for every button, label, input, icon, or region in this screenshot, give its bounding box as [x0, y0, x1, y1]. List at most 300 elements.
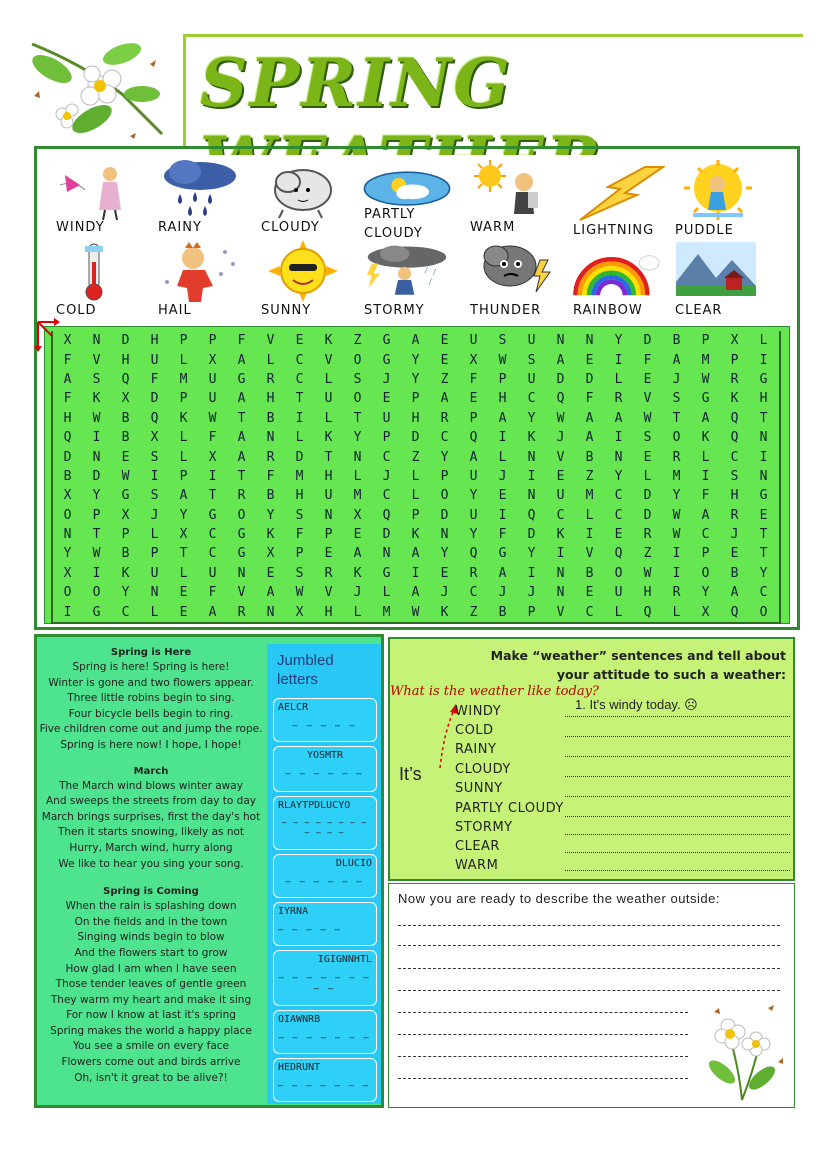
- wordsearch-letter[interactable]: V: [237, 585, 246, 601]
- wordsearch-letter[interactable]: Y: [440, 546, 449, 562]
- wordsearch-letter[interactable]: I: [498, 507, 507, 523]
- wordsearch-letter[interactable]: Y: [411, 352, 420, 368]
- wordsearch-letter[interactable]: I: [672, 565, 681, 581]
- wordsearch-letter[interactable]: P: [179, 468, 188, 484]
- answer-blank[interactable]: _ _ _ _ _: [278, 920, 343, 931]
- wordsearch-letter[interactable]: R: [237, 604, 246, 620]
- wordsearch-letter[interactable]: A: [730, 585, 739, 601]
- wordsearch-letter[interactable]: U: [469, 507, 478, 523]
- writing-line[interactable]: [398, 1078, 688, 1079]
- wordsearch-letter[interactable]: U: [382, 410, 391, 426]
- wordsearch-letter[interactable]: V: [324, 352, 333, 368]
- wordsearch-letter[interactable]: S: [92, 371, 101, 387]
- wordsearch-letter[interactable]: D: [643, 507, 652, 523]
- wordsearch-letter[interactable]: N: [92, 449, 101, 465]
- wordsearch-letter[interactable]: X: [63, 565, 72, 581]
- wordsearch-letter[interactable]: C: [585, 604, 594, 620]
- wordsearch-letter[interactable]: K: [92, 391, 101, 407]
- wordsearch-letter[interactable]: K: [324, 430, 333, 446]
- wordsearch-letter[interactable]: T: [324, 449, 333, 465]
- wordsearch-letter[interactable]: Y: [701, 585, 710, 601]
- wordsearch-letter[interactable]: G: [382, 565, 391, 581]
- wordsearch-letter[interactable]: T: [759, 527, 768, 543]
- wordsearch-letter[interactable]: D: [585, 371, 594, 387]
- wordsearch-letter[interactable]: C: [208, 527, 217, 543]
- wordsearch-letter[interactable]: Z: [643, 546, 652, 562]
- wordsearch-letter[interactable]: D: [121, 333, 130, 349]
- wordsearch-letter[interactable]: A: [411, 585, 420, 601]
- wordsearch-letter[interactable]: B: [585, 449, 594, 465]
- wordsearch-letter[interactable]: D: [382, 527, 391, 543]
- wordsearch-letter[interactable]: N: [585, 333, 594, 349]
- wordsearch-letter[interactable]: A: [498, 565, 507, 581]
- wordsearch-letter[interactable]: N: [556, 333, 565, 349]
- wordsearch-letter[interactable]: R: [469, 565, 478, 581]
- wordsearch-letter[interactable]: H: [324, 604, 333, 620]
- wordsearch-letter[interactable]: L: [353, 604, 362, 620]
- wordsearch-letter[interactable]: Y: [527, 410, 536, 426]
- wordsearch-letter[interactable]: O: [353, 352, 362, 368]
- wordsearch-letter[interactable]: C: [701, 527, 710, 543]
- wordsearch-letter[interactable]: T: [759, 546, 768, 562]
- wordsearch-letter[interactable]: O: [672, 430, 681, 446]
- wordsearch-letter[interactable]: P: [498, 371, 507, 387]
- wordsearch-letter[interactable]: U: [150, 352, 159, 368]
- wordsearch-letter[interactable]: T: [759, 410, 768, 426]
- wordsearch-letter[interactable]: M: [295, 468, 304, 484]
- answer-line[interactable]: [565, 834, 790, 835]
- wordsearch-letter[interactable]: M: [353, 488, 362, 504]
- wordsearch-letter[interactable]: A: [179, 488, 188, 504]
- wordsearch-letter[interactable]: I: [208, 468, 217, 484]
- jumbled-item[interactable]: [273, 698, 377, 742]
- answer-blank[interactable]: _ _ _ _ _ _: [285, 764, 365, 775]
- wordsearch-letter[interactable]: U: [324, 391, 333, 407]
- wordsearch-letter[interactable]: W: [295, 585, 304, 601]
- wordsearch-letter[interactable]: A: [556, 352, 565, 368]
- answer-line[interactable]: [565, 716, 790, 717]
- wordsearch-letter[interactable]: G: [237, 527, 246, 543]
- wordsearch-letter[interactable]: X: [208, 449, 217, 465]
- writing-line[interactable]: [398, 968, 780, 969]
- wordsearch-letter[interactable]: M: [672, 468, 681, 484]
- wordsearch-letter[interactable]: R: [643, 527, 652, 543]
- wordsearch-letter[interactable]: A: [411, 546, 420, 562]
- wordsearch-letter[interactable]: C: [614, 507, 623, 523]
- wordsearch-letter[interactable]: U: [324, 488, 333, 504]
- wordsearch-letter[interactable]: W: [672, 527, 681, 543]
- wordsearch-letter[interactable]: E: [585, 585, 594, 601]
- writing-line[interactable]: [398, 1012, 688, 1013]
- wordsearch-letter[interactable]: J: [498, 585, 507, 601]
- wordsearch-letter[interactable]: Y: [614, 468, 623, 484]
- wordsearch-letter[interactable]: N: [92, 333, 101, 349]
- wordsearch-letter[interactable]: E: [295, 333, 304, 349]
- wordsearch-letter[interactable]: B: [121, 430, 130, 446]
- wordsearch-letter[interactable]: T: [237, 410, 246, 426]
- wordsearch-letter[interactable]: A: [237, 352, 246, 368]
- wordsearch-letter[interactable]: D: [556, 371, 565, 387]
- wordsearch-letter[interactable]: Y: [63, 546, 72, 562]
- wordsearch-letter[interactable]: L: [411, 468, 420, 484]
- wordsearch-letter[interactable]: P: [730, 352, 739, 368]
- wordsearch-letter[interactable]: B: [498, 604, 507, 620]
- wordsearch-letter[interactable]: G: [382, 333, 391, 349]
- wordsearch-letter[interactable]: U: [614, 585, 623, 601]
- wordsearch-letter[interactable]: J: [498, 468, 507, 484]
- wordsearch-letter[interactable]: J: [382, 468, 391, 484]
- wordsearch-letter[interactable]: F: [237, 333, 246, 349]
- wordsearch-letter[interactable]: L: [585, 507, 594, 523]
- wordsearch-letter[interactable]: Z: [469, 604, 478, 620]
- wordsearch-letter[interactable]: Y: [353, 430, 362, 446]
- wordsearch-letter[interactable]: E: [440, 565, 449, 581]
- wordsearch-letter[interactable]: N: [759, 468, 768, 484]
- wordsearch-letter[interactable]: H: [324, 468, 333, 484]
- wordsearch-letter[interactable]: H: [730, 488, 739, 504]
- wordsearch-letter[interactable]: J: [382, 371, 391, 387]
- wordsearch-letter[interactable]: L: [643, 468, 652, 484]
- wordsearch-letter[interactable]: G: [121, 488, 130, 504]
- wordsearch-letter[interactable]: K: [324, 333, 333, 349]
- wordsearch-letter[interactable]: G: [208, 507, 217, 523]
- wordsearch-letter[interactable]: N: [759, 430, 768, 446]
- wordsearch-letter[interactable]: X: [469, 352, 478, 368]
- wordsearch-letter[interactable]: D: [295, 449, 304, 465]
- wordsearch-letter[interactable]: H: [498, 391, 507, 407]
- wordsearch-letter[interactable]: I: [614, 352, 623, 368]
- wordsearch-letter[interactable]: A: [411, 333, 420, 349]
- wordsearch-letter[interactable]: F: [208, 430, 217, 446]
- wordsearch-letter[interactable]: K: [179, 410, 188, 426]
- wordsearch-letter[interactable]: J: [440, 585, 449, 601]
- wordsearch-letter[interactable]: O: [440, 488, 449, 504]
- wordsearch-letter[interactable]: N: [63, 527, 72, 543]
- wordsearch-letter[interactable]: D: [643, 333, 652, 349]
- wordsearch-letter[interactable]: L: [614, 604, 623, 620]
- wordsearch-letter[interactable]: B: [121, 546, 130, 562]
- wordsearch-letter[interactable]: Y: [92, 488, 101, 504]
- wordsearch-letter[interactable]: G: [759, 371, 768, 387]
- wordsearch-letter[interactable]: L: [498, 449, 507, 465]
- wordsearch-letter[interactable]: I: [92, 565, 101, 581]
- wordsearch-letter[interactable]: D: [643, 488, 652, 504]
- wordsearch-letter[interactable]: O: [353, 391, 362, 407]
- wordsearch-letter[interactable]: F: [643, 352, 652, 368]
- wordsearch-letter[interactable]: L: [382, 585, 391, 601]
- wordsearch-letter[interactable]: S: [150, 449, 159, 465]
- wordsearch-letter[interactable]: G: [237, 546, 246, 562]
- wordsearch-letter[interactable]: B: [266, 410, 275, 426]
- wordsearch-letter[interactable]: B: [730, 565, 739, 581]
- wordsearch-letter[interactable]: I: [759, 449, 768, 465]
- wordsearch-letter[interactable]: M: [701, 352, 710, 368]
- wordsearch-letter[interactable]: Y: [179, 507, 188, 523]
- wordsearch-letter[interactable]: I: [63, 604, 72, 620]
- wordsearch-letter[interactable]: P: [150, 546, 159, 562]
- wordsearch-letter[interactable]: X: [701, 604, 710, 620]
- wordsearch-letter[interactable]: F: [266, 468, 275, 484]
- wordsearch-letter[interactable]: U: [469, 468, 478, 484]
- wordsearch-letter[interactable]: E: [179, 604, 188, 620]
- wordsearch-letter[interactable]: P: [469, 410, 478, 426]
- wordsearch-letter[interactable]: Y: [527, 546, 536, 562]
- wordsearch-letter[interactable]: Q: [614, 546, 623, 562]
- wordsearch-letter[interactable]: Y: [266, 507, 275, 523]
- wordsearch-letter[interactable]: Y: [759, 565, 768, 581]
- wordsearch-letter[interactable]: S: [295, 507, 304, 523]
- wordsearch-letter[interactable]: Q: [469, 546, 478, 562]
- wordsearch-letter[interactable]: G: [701, 391, 710, 407]
- wordsearch-letter[interactable]: U: [527, 371, 536, 387]
- wordsearch-letter[interactable]: A: [266, 585, 275, 601]
- wordsearch-letter[interactable]: U: [556, 488, 565, 504]
- wordsearch-letter[interactable]: R: [672, 449, 681, 465]
- wordsearch-letter[interactable]: F: [701, 488, 710, 504]
- wordsearch-letter[interactable]: C: [295, 371, 304, 387]
- answer-blank[interactable]: _ _ _ _ _ _ _: [278, 1076, 372, 1087]
- wordsearch-letter[interactable]: I: [672, 546, 681, 562]
- writing-line[interactable]: [398, 925, 780, 926]
- wordsearch-letter[interactable]: R: [730, 371, 739, 387]
- answer-line[interactable]: [565, 870, 790, 871]
- wordsearch-letter[interactable]: Z: [411, 449, 420, 465]
- wordsearch-letter[interactable]: E: [498, 488, 507, 504]
- wordsearch-letter[interactable]: R: [440, 410, 449, 426]
- wordsearch-letter[interactable]: T: [208, 488, 217, 504]
- wordsearch-letter[interactable]: W: [643, 410, 652, 426]
- wordsearch-letter[interactable]: J: [556, 430, 565, 446]
- wordsearch-letter[interactable]: Z: [585, 468, 594, 484]
- wordsearch-letter[interactable]: A: [614, 410, 623, 426]
- wordsearch-letter[interactable]: B: [585, 565, 594, 581]
- answer-line[interactable]: [565, 736, 790, 737]
- wordsearch-letter[interactable]: Q: [556, 391, 565, 407]
- wordsearch-letter[interactable]: K: [353, 565, 362, 581]
- wordsearch-letter[interactable]: P: [382, 430, 391, 446]
- wordsearch-letter[interactable]: L: [759, 333, 768, 349]
- wordsearch-letter[interactable]: R: [266, 371, 275, 387]
- wordsearch-letter[interactable]: Q: [382, 507, 391, 523]
- wordsearch-letter[interactable]: C: [382, 449, 391, 465]
- wordsearch-letter[interactable]: O: [759, 604, 768, 620]
- answer-line[interactable]: [565, 776, 790, 777]
- wordsearch-letter[interactable]: S: [295, 565, 304, 581]
- answer-blank[interactable]: _ _ _ _ _ _ _ _ _ _ _ _: [281, 814, 369, 834]
- wordsearch-letter[interactable]: N: [382, 546, 391, 562]
- wordsearch-letter[interactable]: C: [527, 391, 536, 407]
- wordsearch-letter[interactable]: N: [353, 449, 362, 465]
- jumbled-item[interactable]: [273, 1058, 377, 1102]
- wordsearch-letter[interactable]: I: [701, 468, 710, 484]
- wordsearch-letter[interactable]: L: [324, 410, 333, 426]
- wordsearch-letter[interactable]: X: [150, 430, 159, 446]
- wordsearch-letter[interactable]: D: [92, 468, 101, 484]
- wordsearch-letter[interactable]: Y: [469, 527, 478, 543]
- writing-line[interactable]: [398, 945, 780, 946]
- wordsearch-letter[interactable]: K: [730, 391, 739, 407]
- wordsearch-letter[interactable]: K: [556, 527, 565, 543]
- answer-blank[interactable]: _ _ _ _ _: [292, 716, 358, 727]
- wordsearch-letter[interactable]: D: [150, 391, 159, 407]
- wordsearch-letter[interactable]: N: [527, 488, 536, 504]
- jumbled-item[interactable]: [273, 1010, 377, 1054]
- wordsearch-letter[interactable]: A: [469, 449, 478, 465]
- wordsearch-letter[interactable]: E: [179, 585, 188, 601]
- wordsearch-letter[interactable]: C: [469, 585, 478, 601]
- wordsearch-letter[interactable]: N: [324, 507, 333, 523]
- wordsearch-letter[interactable]: D: [440, 507, 449, 523]
- wordsearch-letter[interactable]: L: [266, 352, 275, 368]
- wordsearch-letter[interactable]: F: [295, 527, 304, 543]
- wordsearch-letter[interactable]: W: [556, 410, 565, 426]
- writing-line[interactable]: [398, 1056, 688, 1057]
- wordsearch-letter[interactable]: H: [63, 410, 72, 426]
- jumbled-item[interactable]: [273, 796, 377, 850]
- wordsearch-letter[interactable]: U: [208, 565, 217, 581]
- wordsearch-letter[interactable]: X: [63, 333, 72, 349]
- wordsearch-letter[interactable]: A: [237, 430, 246, 446]
- wordsearch-letter[interactable]: P: [179, 333, 188, 349]
- wordsearch-letter[interactable]: K: [266, 527, 275, 543]
- wordsearch-letter[interactable]: T: [672, 410, 681, 426]
- wordsearch-letter[interactable]: X: [121, 507, 130, 523]
- wordsearch-letter[interactable]: S: [498, 333, 507, 349]
- wordsearch-letter[interactable]: U: [469, 333, 478, 349]
- wordsearch-letter[interactable]: J: [353, 585, 362, 601]
- wordsearch-letter[interactable]: Y: [672, 488, 681, 504]
- wordsearch-letter[interactable]: Y: [440, 449, 449, 465]
- wordsearch-letter[interactable]: E: [730, 546, 739, 562]
- wordsearch-letter[interactable]: J: [150, 507, 159, 523]
- wordsearch-letter[interactable]: M: [585, 488, 594, 504]
- wordsearch-letter[interactable]: I: [92, 430, 101, 446]
- answer-blank[interactable]: _ _ _ _ _ _ _ _ _: [278, 968, 372, 990]
- wordsearch-letter[interactable]: O: [63, 585, 72, 601]
- wordsearch-letter[interactable]: F: [208, 585, 217, 601]
- wordsearch-letter[interactable]: X: [266, 546, 275, 562]
- wordsearch-letter[interactable]: L: [614, 371, 623, 387]
- wordsearch-letter[interactable]: E: [382, 391, 391, 407]
- wordsearch-letter[interactable]: E: [556, 468, 565, 484]
- wordsearch-letter[interactable]: X: [179, 527, 188, 543]
- wordsearch-letter[interactable]: C: [295, 352, 304, 368]
- wordsearch-letter[interactable]: Y: [614, 333, 623, 349]
- wordsearch-letter[interactable]: B: [121, 410, 130, 426]
- wordsearch-letter[interactable]: P: [701, 333, 710, 349]
- wordsearch-letter[interactable]: H: [266, 391, 275, 407]
- wordsearch-letter[interactable]: E: [440, 333, 449, 349]
- wordsearch-letter[interactable]: S: [527, 352, 536, 368]
- wordsearch-letter[interactable]: W: [411, 604, 420, 620]
- wordsearch-letter[interactable]: V: [266, 333, 275, 349]
- wordsearch-letter[interactable]: C: [614, 488, 623, 504]
- wordsearch-letter[interactable]: X: [121, 391, 130, 407]
- wordsearch-letter[interactable]: E: [643, 371, 652, 387]
- wordsearch-letter[interactable]: R: [614, 391, 623, 407]
- answer-blank[interactable]: _ _ _ _ _ _ _: [278, 1028, 372, 1039]
- wordsearch-letter[interactable]: G: [382, 352, 391, 368]
- wordsearch-letter[interactable]: Q: [527, 507, 536, 523]
- wordsearch-letter[interactable]: V: [585, 546, 594, 562]
- wordsearch-letter[interactable]: X: [353, 507, 362, 523]
- wordsearch-letter[interactable]: C: [440, 430, 449, 446]
- wordsearch-letter[interactable]: E: [121, 449, 130, 465]
- wordsearch-letter[interactable]: W: [701, 371, 710, 387]
- wordsearch-letter[interactable]: L: [324, 371, 333, 387]
- wordsearch-letter[interactable]: L: [701, 449, 710, 465]
- wordsearch-letter[interactable]: A: [585, 410, 594, 426]
- wordsearch-letter[interactable]: S: [150, 488, 159, 504]
- wordsearch-letter[interactable]: W: [92, 410, 101, 426]
- wordsearch-letter[interactable]: K: [411, 527, 420, 543]
- wordsearch-letter[interactable]: Z: [353, 333, 362, 349]
- wordsearch-letter[interactable]: B: [63, 468, 72, 484]
- wordsearch-letter[interactable]: V: [92, 352, 101, 368]
- wordsearch-letter[interactable]: Q: [730, 430, 739, 446]
- wordsearch-letter[interactable]: I: [759, 352, 768, 368]
- wordsearch-letter[interactable]: X: [730, 333, 739, 349]
- wordsearch-letter[interactable]: I: [614, 430, 623, 446]
- wordsearch-letter[interactable]: K: [527, 430, 536, 446]
- wordsearch-letter[interactable]: Q: [121, 371, 130, 387]
- wordsearch-letter[interactable]: L: [353, 468, 362, 484]
- wordsearch-letter[interactable]: F: [469, 371, 478, 387]
- wordsearch-letter[interactable]: U: [208, 391, 217, 407]
- wordsearch-letter[interactable]: R: [672, 585, 681, 601]
- wordsearch-letter[interactable]: G: [237, 371, 246, 387]
- wordsearch-letter[interactable]: C: [208, 546, 217, 562]
- wordsearch-letter[interactable]: Q: [469, 430, 478, 446]
- wordsearch-letter[interactable]: C: [759, 585, 768, 601]
- wordsearch-letter[interactable]: O: [237, 507, 246, 523]
- wordsearch-letter[interactable]: E: [585, 352, 594, 368]
- wordsearch-letter[interactable]: V: [556, 449, 565, 465]
- wordsearch-letter[interactable]: G: [498, 546, 507, 562]
- wordsearch-letter[interactable]: A: [208, 604, 217, 620]
- wordsearch-letter[interactable]: L: [179, 565, 188, 581]
- wordsearch-letter[interactable]: P: [295, 546, 304, 562]
- wordsearch-letter[interactable]: D: [527, 527, 536, 543]
- wordsearch-letter[interactable]: N: [266, 604, 275, 620]
- wordsearch-letter[interactable]: H: [643, 585, 652, 601]
- wordsearch-letter[interactable]: X: [295, 604, 304, 620]
- wordsearch-letter[interactable]: D: [411, 430, 420, 446]
- wordsearch-letter[interactable]: N: [527, 449, 536, 465]
- wordsearch-letter[interactable]: K: [121, 565, 130, 581]
- wordsearch-letter[interactable]: W: [208, 410, 217, 426]
- wordsearch-letter[interactable]: V: [324, 585, 333, 601]
- wordsearch-letter[interactable]: W: [643, 565, 652, 581]
- wordsearch-letter[interactable]: I: [556, 546, 565, 562]
- wordsearch-letter[interactable]: Y: [469, 488, 478, 504]
- wordsearch-letter[interactable]: U: [527, 333, 536, 349]
- answer-line[interactable]: [565, 852, 790, 853]
- wordsearch-letter[interactable]: E: [614, 527, 623, 543]
- wordsearch-letter[interactable]: C: [730, 449, 739, 465]
- wordsearch-letter[interactable]: S: [643, 430, 652, 446]
- wordsearch-letter[interactable]: Q: [730, 410, 739, 426]
- wordsearch-letter[interactable]: T: [353, 410, 362, 426]
- wordsearch-letter[interactable]: L: [179, 352, 188, 368]
- wordsearch-letter[interactable]: R: [237, 488, 246, 504]
- wordsearch-letter[interactable]: N: [237, 565, 246, 581]
- wordsearch-letter[interactable]: I: [411, 565, 420, 581]
- wordsearch-letter[interactable]: H: [121, 352, 130, 368]
- wordsearch-letter[interactable]: P: [92, 507, 101, 523]
- writing-line[interactable]: [398, 990, 780, 991]
- answer-line[interactable]: [565, 796, 790, 797]
